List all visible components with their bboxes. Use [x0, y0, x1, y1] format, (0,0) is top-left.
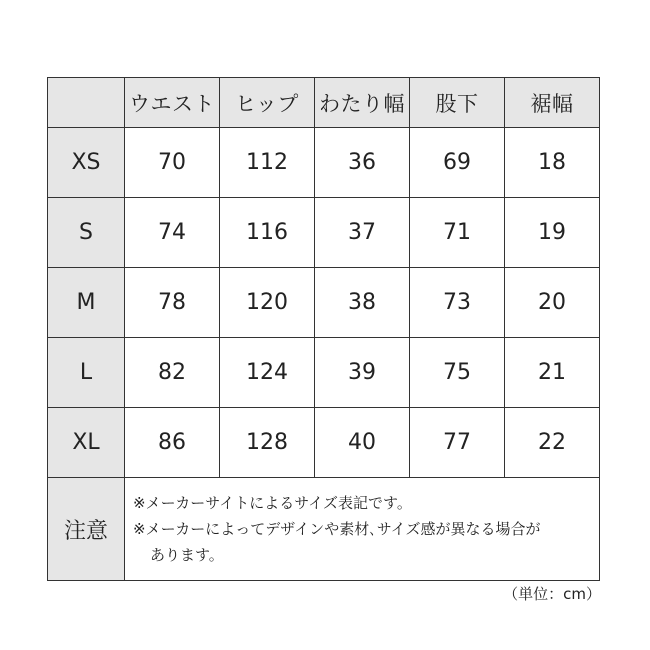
cell-waist: 74 [125, 198, 220, 268]
size-chart-table [47, 77, 600, 581]
cell-hem-width: 20 [505, 268, 600, 338]
cell-thigh-width: 38 [315, 268, 410, 338]
table-row [48, 338, 600, 408]
table-row [48, 408, 600, 478]
header-inseam: 股下 [410, 78, 505, 128]
header-row [48, 78, 600, 128]
cell-inseam: 69 [410, 128, 505, 198]
cell-thigh-width: 40 [315, 408, 410, 478]
cell-hem-width: 22 [505, 408, 600, 478]
cell-thigh-width: 36 [315, 128, 410, 198]
cell-inseam: 77 [410, 408, 505, 478]
cell-hem-width: 18 [505, 128, 600, 198]
cell-hip: 120 [220, 268, 315, 338]
size-label: L [48, 338, 125, 408]
note-line: ※メーカーによってデザインや素材､サイズ感が異なる場合が [133, 520, 541, 538]
size-label: M [48, 268, 125, 338]
cell-waist: 86 [125, 408, 220, 478]
cell-thigh-width: 39 [315, 338, 410, 408]
corner-cell [48, 78, 125, 128]
cell-waist: 82 [125, 338, 220, 408]
table-row [48, 268, 600, 338]
size-label: S [48, 198, 125, 268]
unit-label: （単位：cm） [503, 585, 601, 603]
table-row [48, 198, 600, 268]
cell-hem-width: 19 [505, 198, 600, 268]
cell-thigh-width: 37 [315, 198, 410, 268]
header-waist: ウエスト [125, 78, 220, 128]
cell-hip: 124 [220, 338, 315, 408]
header-thigh-width: わたり幅 [315, 78, 410, 128]
cell-inseam: 75 [410, 338, 505, 408]
size-label: XS [48, 128, 125, 198]
table-row [48, 128, 600, 198]
header-hem-width: 裾幅 [505, 78, 600, 128]
cell-waist: 78 [125, 268, 220, 338]
note-line: ※メーカーサイトによるサイズ表記です。 [133, 494, 412, 512]
note-row [48, 478, 600, 581]
note-label: 注意 [48, 478, 125, 581]
note-line: あります。 [150, 546, 224, 564]
note-text [125, 478, 600, 581]
header-hip: ヒップ [220, 78, 315, 128]
cell-hip: 112 [220, 128, 315, 198]
cell-hip: 116 [220, 198, 315, 268]
cell-hip: 128 [220, 408, 315, 478]
size-label: XL [48, 408, 125, 478]
cell-inseam: 71 [410, 198, 505, 268]
cell-hem-width: 21 [505, 338, 600, 408]
cell-inseam: 73 [410, 268, 505, 338]
cell-waist: 70 [125, 128, 220, 198]
